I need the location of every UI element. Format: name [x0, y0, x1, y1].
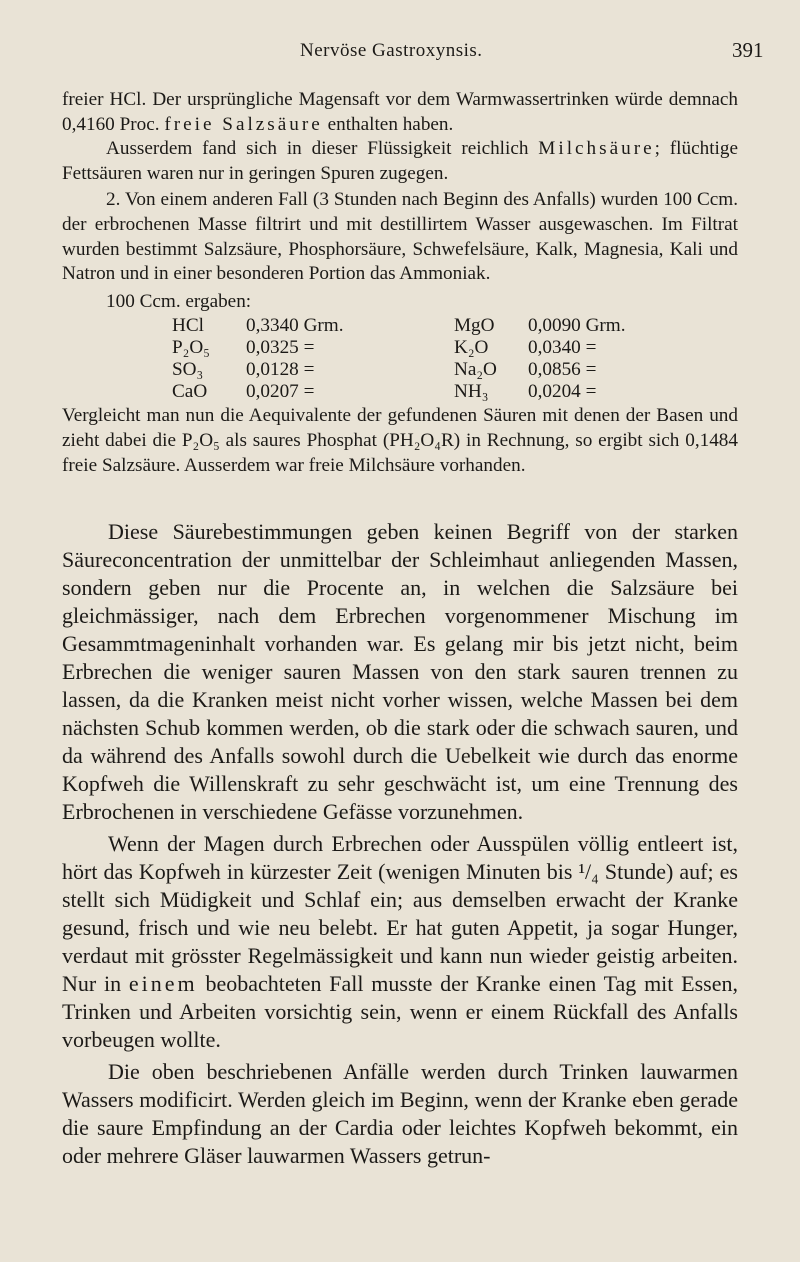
table-intro: 100 Ccm. ergaben: [106, 290, 252, 312]
table-cell-value: 0,0340 = [528, 337, 597, 359]
table-cell-substance: Na₂O [454, 359, 497, 381]
paragraph-kopfweh: Wenn der Magen durch Erbrechen oder Ausspülen völlig entleert ist, hört das Kopfweh in kürzester Zeit (wenigen Minuten bis ¹/₄ Stunde) auf; es stellt sich Müdigkeit und Schlaf ein; aus demselben erwacht der Kranke gesund, frisch und wie neu belebt. Er hat guten Appetit, ja sogar Hunger, verdaut mit grösster Regelmässigkeit und kann nun wieder geistig arbeiten. Nur in einem beobachteten Fall musste der Kranke einen Tag mit Essen, Trinken und Arbeiten vorsichtig sein, wenn er einem Rückfall des Anfalls vorbeugen wollte. [62, 831, 739, 1052]
running-title: Nervöse Gastroxynsis. [300, 40, 483, 61]
table-cell-value: 0,0204 = [528, 381, 597, 403]
analysis-table [62, 314, 738, 426]
table-cell-value: 0,0090 Grm. [528, 315, 626, 337]
paragraph-lauwarmes-wasser: Die oben beschriebenen Anfälle werden durch Trinken lauwarmen Wassers modificirt. Werden gleich im Beginn, wenn der Kranke eben gerade die saure Empfindung an der Cardia oder leichtes Kopfweh bekommt, ein oder mehrere Gläser lauwarmen Wassers getrun- [62, 1059, 738, 1168]
page-number: 391 [732, 38, 764, 62]
table-cell-substance: K₂O [454, 337, 489, 359]
paragraph-free-hcl: freier HCl. Der ursprüngliche Magensaft vor dem Warmwassertrinken würde demnach 0,4160 Proc. freie Salzsäure enthalten haben. [62, 89, 738, 135]
table-cell-substance: MgO [454, 315, 495, 337]
paragraph-saeurebestimmungen: Diese Säurebestimmungen geben keinen Begriff von der starken Säureconcentration der unmittelbar der Schleimhaut anliegenden Massen, sondern geben nur die Procente an, in welchen die Salzsäure bei gleichmässiger, nach dem Erbrechen vorgenommener Mischung im Gesammtmageninhalt vorhanden war. Es gelang mir bis jetzt nicht, beim Erbrechen die weniger sauren Massen von den stark sauren trennen zu lassen, da die Kranken meist nicht vorher wissen, welche Massen bei dem nächsten Schub kommen werden, ob die stark oder die schwach sauren, und da während des Anfalls sowohl durch die Uebelkeit wie durch das enorme Kopfweh die Willenskraft zu sehr geschwächt ist, um eine Trennung des Erbrochenen in verschiedene Gefässe vorzunehmen. [62, 519, 738, 824]
table-cell-value: 0,0325 = [246, 337, 315, 359]
page-header [0, 36, 800, 66]
table-cell-substance: P₂O₅ [172, 337, 210, 359]
table-cell-value: 0,3340 Grm. [246, 315, 344, 337]
main-text-block [62, 518, 738, 1170]
table-cell-substance: NH₃ [454, 381, 489, 403]
paragraph-milchsaeure: Ausserdem fand sich in dieser Flüssigkeit reichlich Milchsäure; flüchtige Fettsäuren waren nur in geringen Spuren zugegen. [62, 138, 738, 184]
paragraph-second-case: 2. Von einem anderen Fall (3 Stunden nach Beginn des Anfalls) wurden 100 Ccm. der erbrochenen Masse filtrirt und mit destillirtem Wasser ausgewaschen. Im Filtrat wurden bestimmt Salzsäure, Phosphorsäure, Schwefelsäure, Kalk, Magnesia, Kali und Natron und in einer besonderen Portion das Ammoniak. [62, 189, 738, 285]
table-cell-value: 0,0128 = [246, 359, 315, 381]
table-cell-value: 0,0856 = [528, 359, 597, 381]
table-cell-substance: SO₃ [172, 359, 204, 381]
paragraph-aequivalente: Vergleicht man nun die Aequivalente der gefundenen Säuren mit denen der Basen und zieht dabei die P₂O₅ als saures Phosphat (PH₂O₄R) in Rechnung, so ergibt sich 0,1484 freie Salzsäure. Ausserdem war freie Milchsäure vorhanden. [62, 405, 738, 476]
table-cell-substance: CaO [172, 381, 208, 403]
small-print-block [62, 88, 738, 478]
table-cell-substance: HCl [172, 315, 204, 337]
table-cell-value: 0,0207 = [246, 381, 315, 403]
